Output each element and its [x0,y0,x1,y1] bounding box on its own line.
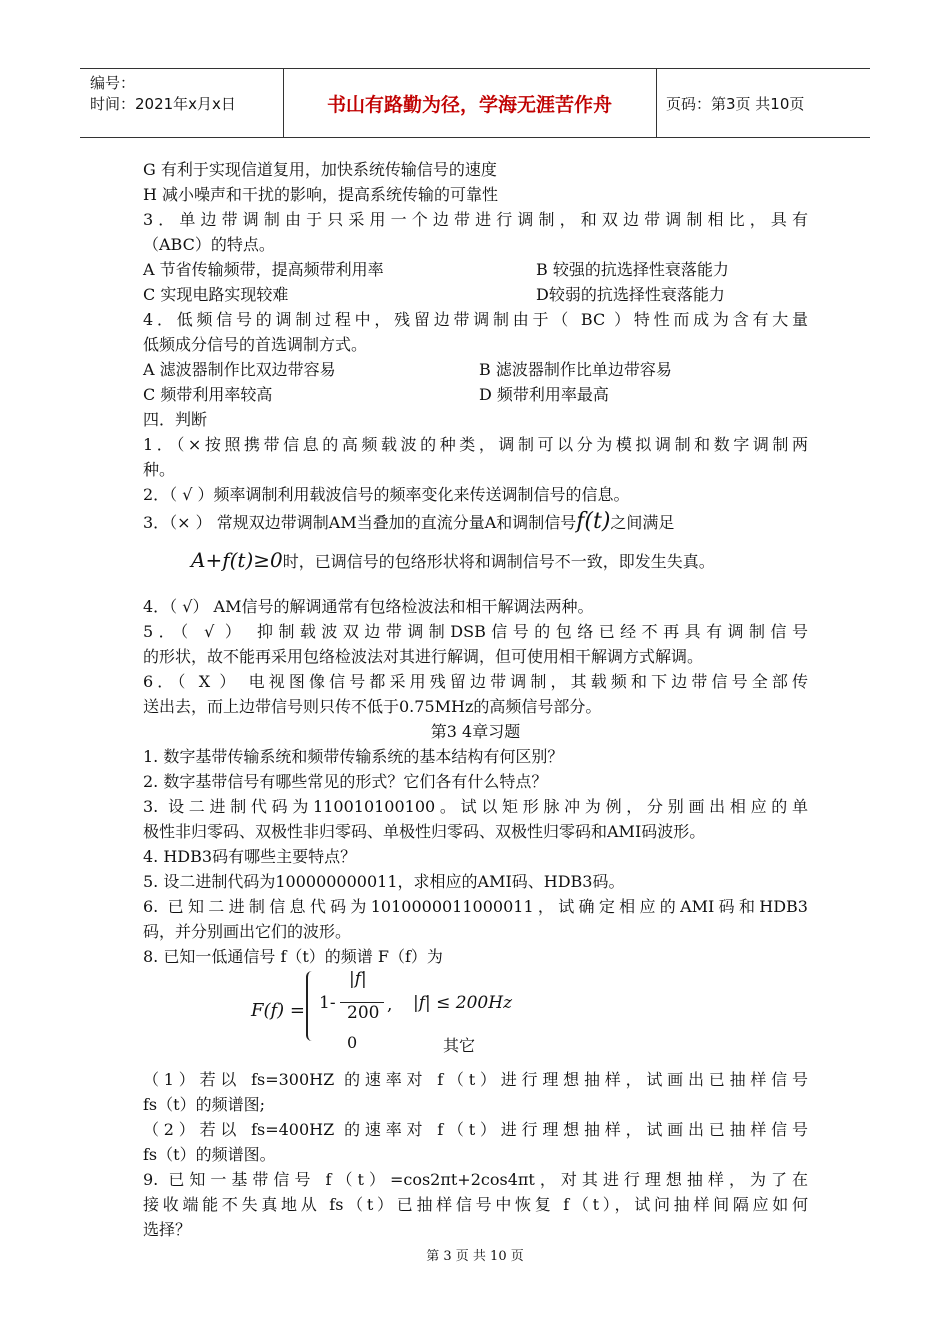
text-line: 3．单边带调制由于只采用一个边带进行调制，和双边带调制相比，具有 [143,210,808,229]
option-b: B 较强的抗选择性衰落能力 [536,260,729,279]
text-line: 6. 已知二进制信息代码为1010000011000011，试确定相应的AMI码和HDB3 [143,897,808,916]
text-line: 送出去，而上边带信号则只传不低于0.75MHz的高频信号部分。 [143,697,602,716]
text-line: 4．低频信号的调制过程中，残留边带调制由于（ BC ）特性而成为含有大量 [143,310,808,329]
option-c: C 频带利用率较高 [143,385,273,404]
text-line: 1．（×按照携带信息的高频载波的种类，调制可以分为模拟调制和数字调制两 [143,435,808,454]
option-d: D较弱的抗选择性衰落能力 [536,285,725,304]
text-line: （2）若以 fs=400HZ 的速率对 f（t）进行理想抽样，试画出已抽样信号 [143,1120,808,1139]
text-line: （1）若以 fs=300HZ 的速率对 f（t）进行理想抽样，试画出已抽样信号 [143,1070,808,1089]
text-line: 低频成分信号的首选调制方式。 [143,335,368,354]
formula-brace [306,971,316,1041]
option-row [143,282,808,307]
text-line: 码，并分别画出它们的波形。 [143,922,352,941]
text-line: 5. 设二进制代码为100000000011，求相应的AMI码、HDB3码。 [143,872,625,891]
fraction-numerator: |f| [349,969,367,989]
option-b: B 滤波器制作比单边带容易 [479,360,672,379]
page-label: 页码：第3页 共10页 [666,94,805,113]
chapter-heading: 第3 4章习题 [430,722,521,741]
inline-formula: f(t) [576,509,611,534]
text-line: 的形状，故不能再采用包络检波法对其进行解调，但可使用相干解调方式解调。 [143,647,704,666]
text-segment: 之间满足 [610,513,675,532]
option-row [143,382,808,407]
text-line: 4. HDB3码有哪些主要特点？ [143,847,357,866]
formula-condition: |f| ≤ 200Hz [413,993,513,1013]
formula-zero: 0 [347,1033,358,1052]
text-line: fs（t）的频谱图; [143,1095,265,1114]
option-a: A 节省传输频带，提高频带利用率 [143,260,384,279]
fraction-denominator: 200 [347,1003,380,1023]
inline-formula: A+f(t)≥0 [191,548,283,572]
formula-term: 1- [319,993,336,1013]
header-motto: 书山有路勤为径，学海无涯苦作舟 [326,93,612,116]
header-divider [656,69,657,137]
text-line: 2．（ √ ）频率调制利用载波信号的频率变化来传送调制信号的信息。 [143,485,630,504]
text-line: 接收端能不失真地从 fs（t）已抽样信号中恢复 f（t），试问抽样间隔应如何 [143,1195,808,1214]
page-header [80,68,870,138]
text-line: 6．（ X ） 电视图像信号都采用残留边带调制，其载频和下边带信号全部传 [143,672,808,691]
text-line: 极性非归零码、双极性非归零码、单极性归零码、双极性归零码和AMI码波形。 [143,822,706,841]
text-line: H 减小噪声和干扰的影响，提高系统传输的可靠性 [143,185,499,204]
header-meta [90,73,280,115]
text-line: 5．（ √ ） 抑制载波双边带调制DSB信号的包络已经不再具有调制信号 [143,622,808,641]
text-line: （ABC）的特点。 [143,235,275,254]
text-line: G 有利于实现信道复用，加快系统传输信号的速度 [143,160,497,179]
formula-line [143,539,808,581]
spectrum-formula [143,969,808,1067]
text-line: 2. 数字基带信号有哪些常见的形式？它们各有什么特点？ [143,772,548,791]
text-line: 1. 数字基带传输系统和频带传输系统的基本结构有何区别？ [143,747,564,766]
text-segment: 3．（× ） 常规双边带调制AM当叠加的直流分量A和调制信号 [143,513,577,532]
formula-comma: , [387,995,393,1015]
text-segment: 时，已调信号的包络形状将和调制信号不一致，即发生失真。 [282,552,715,571]
section-heading: 四．判断 [143,410,208,429]
time-label: 时间：2021年x月x日 [90,95,236,113]
text-line [143,507,808,537]
option-a: A 滤波器制作比双边带容易 [143,360,336,379]
text-line: 种。 [143,460,176,479]
formula-lhs: F(f) = [251,1000,305,1021]
text-line: 选择？ [143,1220,192,1239]
option-row [143,357,808,382]
text-line: 8. 已知一低通信号 f（t）的频谱 F（f）为 [143,947,443,966]
text-line: 9. 已知一基带信号 f（t）=cos2πt+2cos4πt，对其进行理想抽样，为了在 [143,1170,808,1189]
formula-otherwise: 其它 [443,1036,476,1055]
text-line: fs（t）的频谱图。 [143,1145,276,1164]
text-line: 3. 设二进制代码为110010100100。试以矩形脉冲为例，分别画出相应的单 [143,797,808,816]
number-label: 编号： [90,74,136,92]
document-body [143,157,808,1242]
option-c: C 实现电路实现较难 [143,285,289,304]
option-row [143,257,808,282]
text-line: 4．（ √） AM信号的解调通常有包络检波法和相干解调法两种。 [143,597,594,616]
option-d: D 频带利用率最高 [479,385,609,404]
page-footer: 第 3 页 共 10 页 [426,1249,524,1264]
